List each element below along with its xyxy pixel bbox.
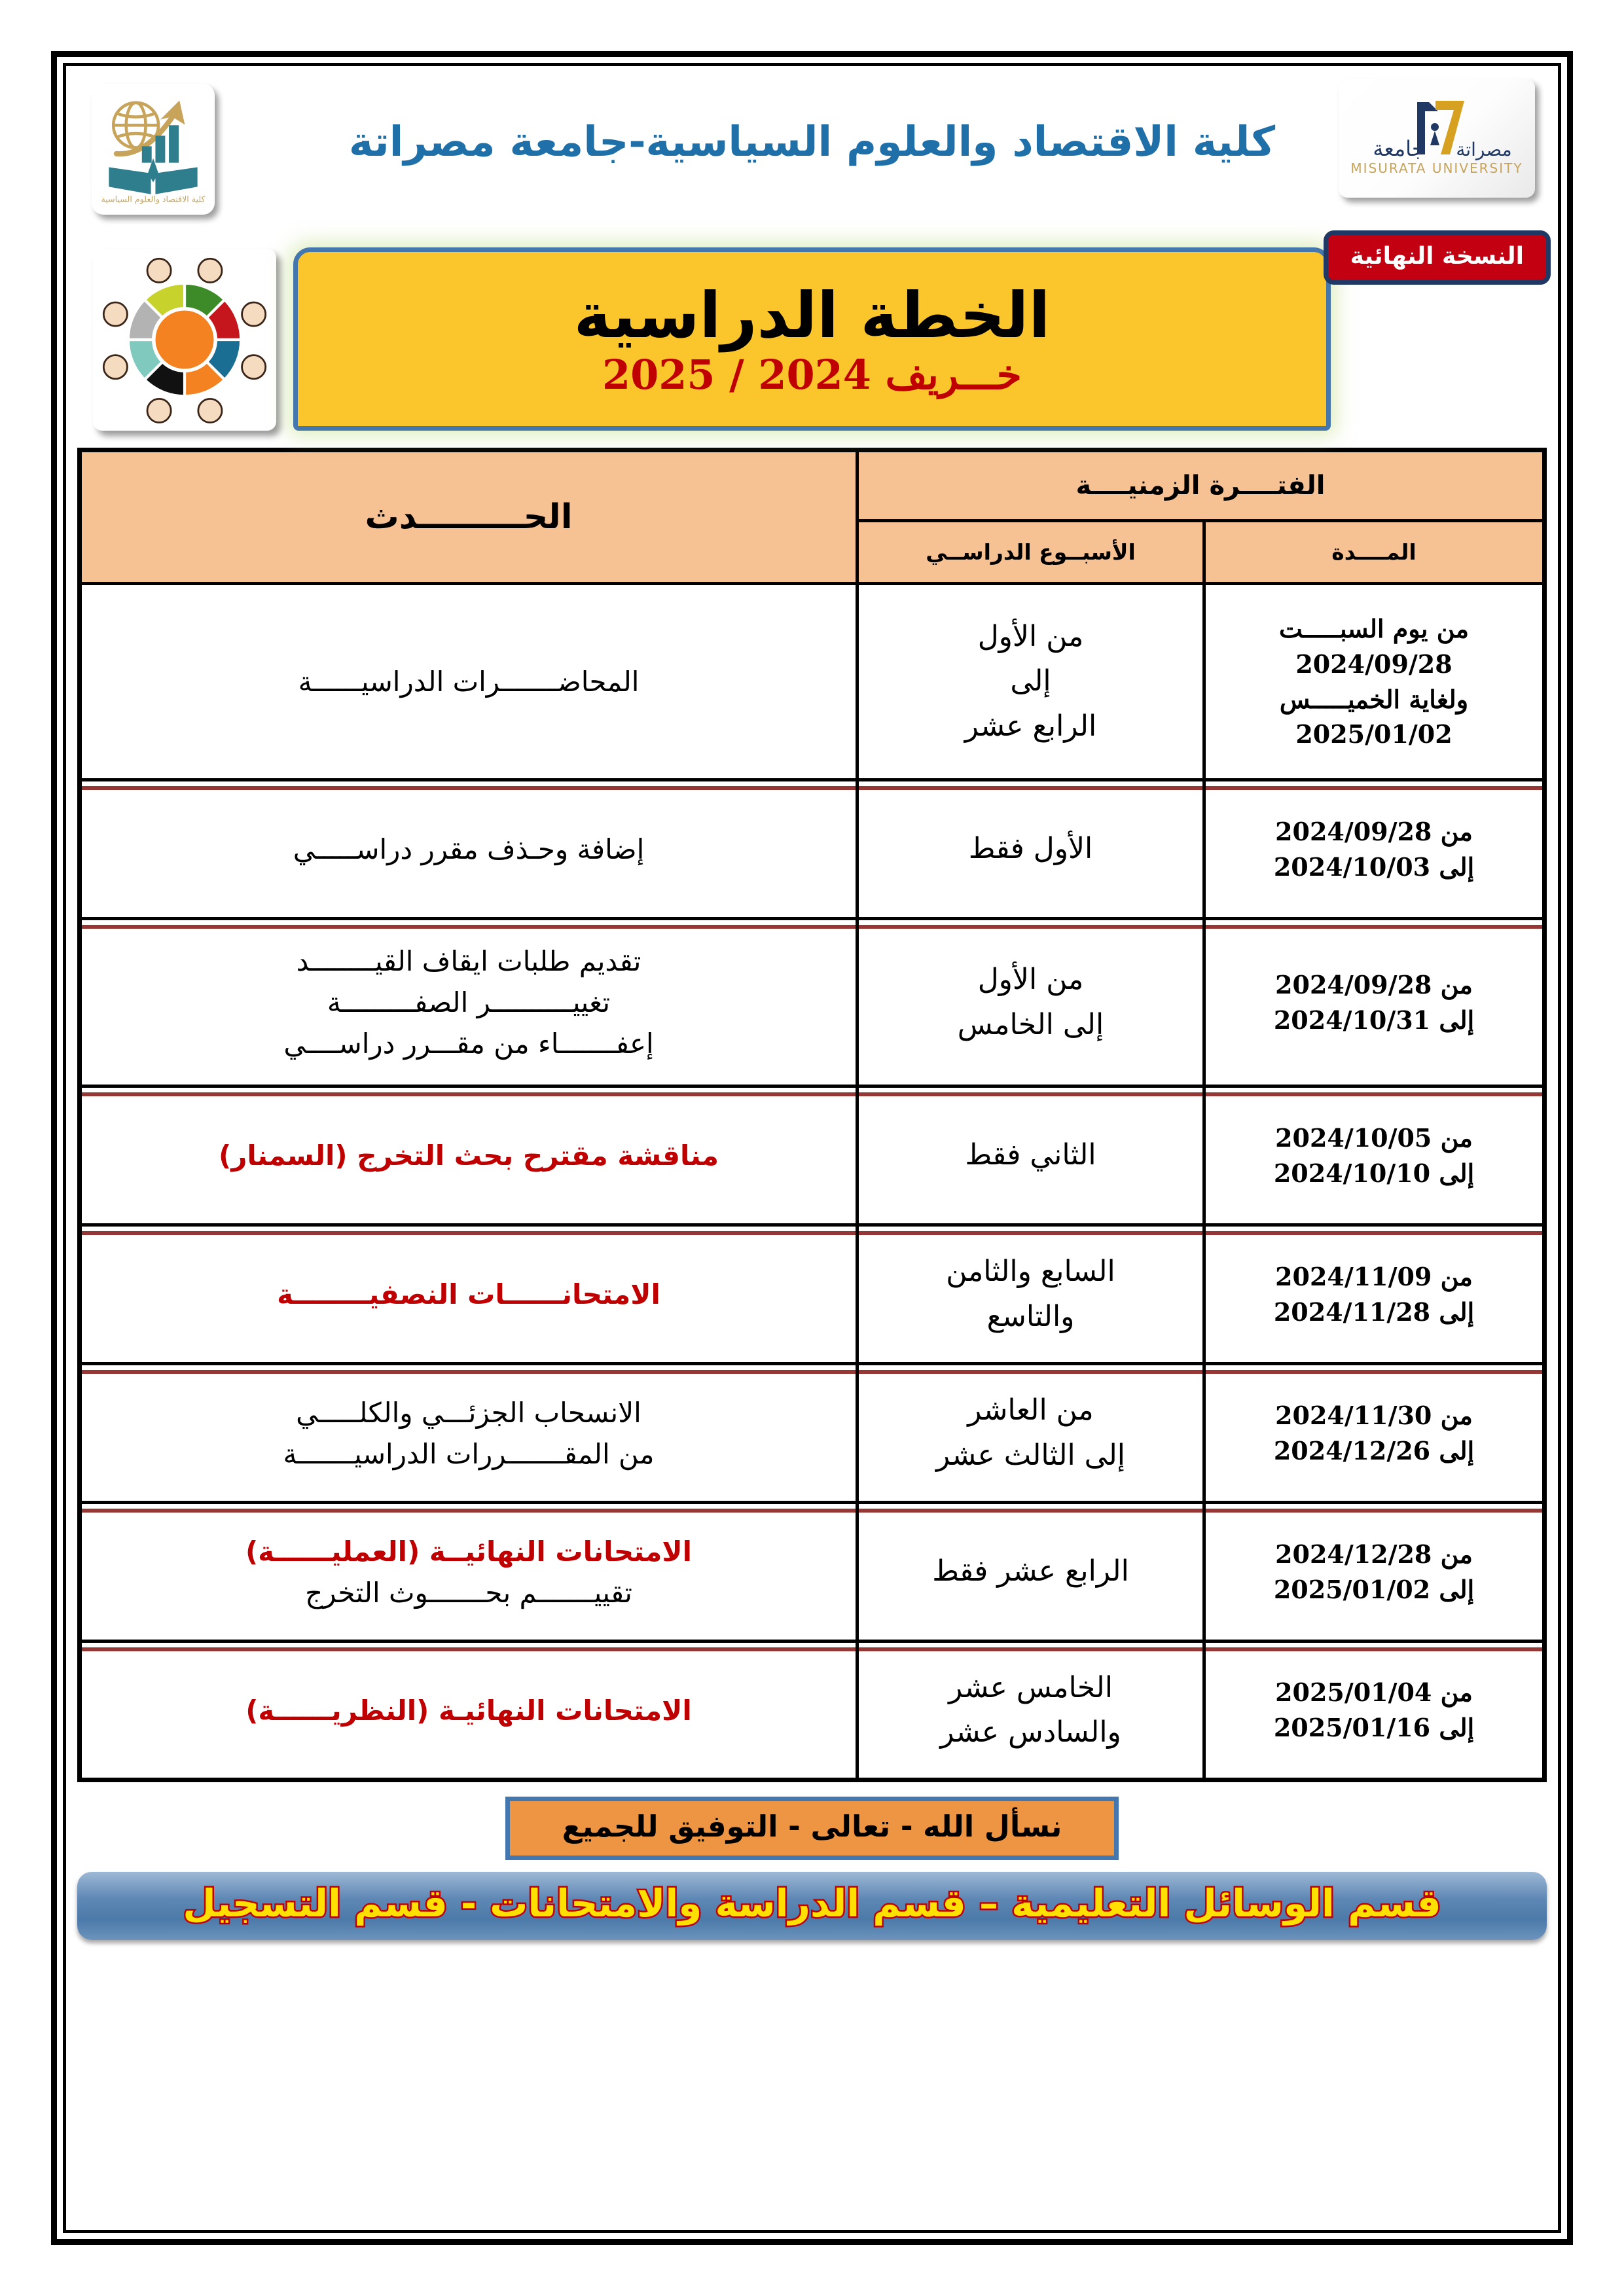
event-line: من المقـــــــررات الدراسيـــــــة (283, 1437, 655, 1470)
cell-week (857, 1225, 1204, 1364)
cell-duration (1204, 1225, 1545, 1364)
duration-line: من 2024/11/30 (1275, 1400, 1473, 1430)
cell-event (80, 1225, 857, 1364)
cell-week (857, 584, 1204, 780)
cell-event (80, 1364, 857, 1503)
event-line: تقييـــــــم بحـــــــوث التخرج (305, 1576, 632, 1609)
university-logo (1339, 79, 1535, 198)
duration-line: إلى 2025/01/16 (1273, 1713, 1475, 1742)
table-row (80, 1225, 1545, 1364)
final-version-badge: النسخة النهائية (1324, 230, 1551, 285)
cell-event (80, 1086, 857, 1225)
svg-text:جامعة: جامعة (1373, 136, 1425, 161)
page-title: كلية الاقتصاد والعلوم السياسية-جامعة مصراتة (348, 118, 1276, 166)
week-line: الرابع عشر (964, 709, 1097, 743)
week-line: الأول فقط (968, 832, 1093, 866)
table-header-row-group (80, 450, 1545, 521)
academic-calendar-table (77, 448, 1547, 1782)
table-row (80, 780, 1545, 919)
cell-event (80, 584, 857, 780)
table-row (80, 1364, 1545, 1503)
event-line: الامتحانات النهائيـة (النظريــــــة) (245, 1694, 692, 1727)
cell-duration (1204, 780, 1545, 919)
duration-line: إلى 2024/10/03 (1273, 852, 1475, 882)
cell-week (857, 1364, 1204, 1503)
column-header-period: الفتــــرة الزمنيــــة (857, 450, 1545, 521)
duration-line: من 2025/01/04 (1275, 1677, 1473, 1708)
event-line: الامتحانــــــات النصفيــــــــة (277, 1278, 660, 1310)
page-content (77, 73, 1547, 2223)
main-title-card (293, 247, 1331, 431)
table-row (80, 1086, 1545, 1225)
week-line: إلى الثالث عشر (936, 1438, 1125, 1472)
duration-line: من 2024/11/09 (1275, 1261, 1473, 1291)
cell-week (857, 1086, 1204, 1225)
table-body (80, 584, 1545, 1780)
cell-duration (1204, 1503, 1545, 1641)
week-line: إلى الخامس (957, 1007, 1104, 1041)
cell-week (857, 1503, 1204, 1641)
column-header-week: الأسبــوع الدراســي (857, 521, 1204, 584)
week-line: من العاشر (967, 1393, 1094, 1427)
duration-line: من يوم السبـــــت (1279, 613, 1469, 643)
week-line: الرابع عشر فقط (932, 1554, 1129, 1588)
duration-line: من 2024/12/28 (1275, 1539, 1473, 1569)
duration-line: 2024/09/28 (1295, 649, 1453, 679)
event-line: إعفـــــــاء من مقـــرر دراســــي (283, 1028, 654, 1060)
svg-text:مصراتة: مصراتة (1456, 139, 1512, 160)
duration-line: من 2024/10/05 (1275, 1122, 1473, 1153)
event-line: مناقشة مقترح بحث التخرج (السمنار) (219, 1139, 719, 1172)
week-line: السابع والثامن (946, 1255, 1115, 1289)
cell-event (80, 780, 857, 919)
academic-term-subtitle: خـــريف 2024 / 2025 (602, 351, 1022, 399)
column-header-event: الحـــــــــدث (80, 450, 857, 584)
event-line: تغييــــــــــر الصفـــــــــة (327, 986, 611, 1018)
event-line: المحاضـــــــرات الدراسيــــــة (298, 666, 640, 698)
people-circle-icon (93, 249, 276, 431)
cell-duration (1204, 584, 1545, 780)
title-banner-zone (77, 241, 1547, 437)
duration-line: ولغاية الخميـــــس (1279, 684, 1469, 714)
event-line: إضافة وحـذف مقرر دراســـــي (293, 833, 645, 865)
duration-line: إلى 2024/10/31 (1273, 1005, 1475, 1035)
cell-week (857, 1641, 1204, 1780)
column-header-duration: المــــدة (1204, 521, 1545, 584)
duration-line: من 2024/09/28 (1275, 969, 1473, 999)
departments-text: قسم الوسائل التعليمية – قسم الدراسة والامتحانات - قسم التسجيل (183, 1881, 1441, 1926)
event-line: الامتحانات النهائيــة (العمليــــــة) (245, 1535, 693, 1568)
duration-line: من 2024/09/28 (1275, 816, 1473, 846)
duration-line: 2025/01/02 (1295, 719, 1453, 749)
masthead (77, 73, 1547, 237)
cell-event (80, 1641, 857, 1780)
cell-duration (1204, 919, 1545, 1086)
week-line: الخامس عشر (948, 1670, 1113, 1704)
misurata-university-emblem-icon (1349, 89, 1525, 187)
duration-line: إلى 2024/11/28 (1273, 1297, 1475, 1327)
teamwork-illustration (93, 249, 276, 431)
week-line: الثاني فقط (965, 1138, 1096, 1172)
cell-duration (1204, 1364, 1545, 1503)
table-row (80, 919, 1545, 1086)
duration-line: إلى 2024/12/26 (1273, 1435, 1475, 1465)
table-row (80, 584, 1545, 780)
table-row (80, 1503, 1545, 1641)
departments-banner (77, 1872, 1547, 1940)
svg-text:كلية الاقتصاد والعلوم السياسية: كلية الاقتصاد والعلوم السياسية (101, 194, 206, 204)
table-head (80, 450, 1545, 584)
duration-line: إلى 2024/10/10 (1273, 1158, 1475, 1188)
week-line: والتاسع (986, 1299, 1075, 1333)
event-line: الانسحاب الجزئـــي والكلـــــي (296, 1396, 641, 1429)
svg-text:MISURATA UNIVERSITY: MISURATA UNIVERSITY (1350, 160, 1523, 176)
week-line: من الأول (977, 963, 1084, 997)
event-line: تقديم طلبات ايقاف القيــــــــد (296, 945, 641, 977)
week-line: من الأول (977, 620, 1084, 654)
wish-banner-wrap (77, 1797, 1547, 1860)
cell-week (857, 780, 1204, 919)
cell-event (80, 1503, 857, 1641)
cell-week (857, 919, 1204, 1086)
week-line: إلى (1010, 664, 1051, 698)
study-plan-title: الخطة الدراسية (573, 278, 1051, 352)
cell-duration (1204, 1641, 1545, 1780)
cell-event (80, 919, 857, 1086)
duration-line: إلى 2025/01/02 (1273, 1574, 1475, 1604)
week-line: والسادس عشر (940, 1715, 1121, 1749)
cell-duration (1204, 1086, 1545, 1225)
wish-banner: نسأل الله - تعالى - التوفيق للجميع (505, 1797, 1119, 1860)
table-row (80, 1641, 1545, 1780)
